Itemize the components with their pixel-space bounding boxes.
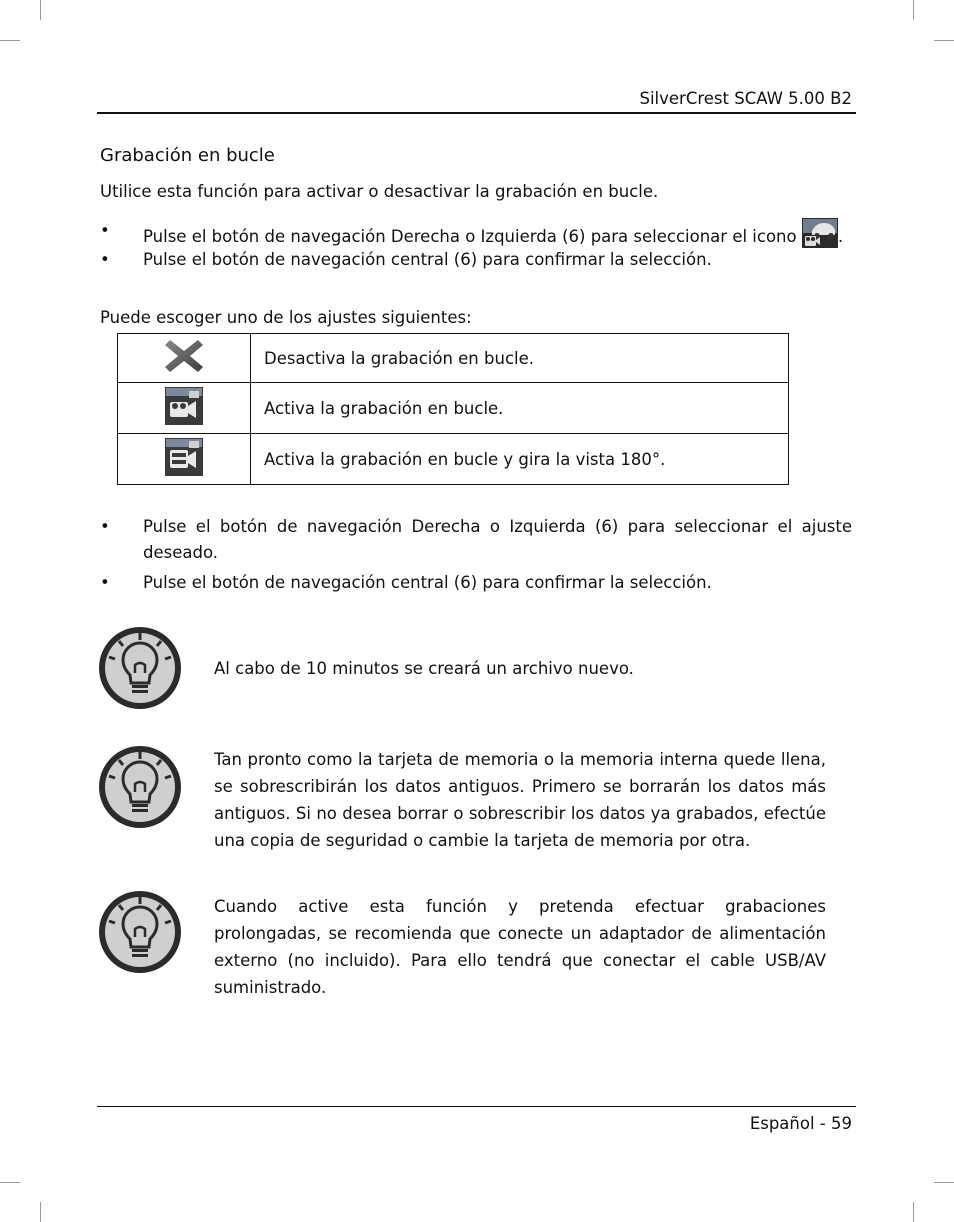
settings-table <box>117 333 789 485</box>
footer-rule <box>97 1106 856 1107</box>
bullet-dot: • <box>100 221 110 240</box>
crop-mark <box>934 40 954 41</box>
table-text: Activa la grabación en bucle y gira la vista 180°. <box>251 434 789 485</box>
table-text: Activa la grabación en bucle. <box>251 383 789 434</box>
table-text: Desactiva la grabación en bucle. <box>251 334 789 383</box>
table-row <box>118 434 789 485</box>
page-number: Español - 59 <box>749 1114 852 1133</box>
header-rule <box>97 112 856 114</box>
crop-mark <box>40 0 41 20</box>
crop-mark <box>913 0 914 20</box>
choose-text: Puede escoger uno de los ajustes siguientes: <box>100 308 472 327</box>
table-icon-cell <box>118 334 251 383</box>
tip-text: Tan pronto como la tarjeta de memoria o la memoria interna quede llena, se sobrescribirán los datos antiguos. Primero se borrarán los datos más antiguos. Si no desea borrar o sobrescribir los datos ya grabados, efectúe una copia de seguridad o cambie la tarjeta de memoria por otra. <box>214 750 826 850</box>
section-title: Grabación en bucle <box>100 145 275 166</box>
intro-text: Utilice esta función para activar o desactivar la grabación en bucle. <box>100 182 659 201</box>
bullet-dot: • <box>100 517 110 536</box>
bullet-text: Pulse el botón de navegación central (6) para confirmar la selección. <box>143 573 712 592</box>
loop-recording-car-icon <box>802 218 838 248</box>
lightbulb-icon <box>97 889 183 975</box>
tip-text: Al cabo de 10 minutos se creará un archivo nuevo. <box>214 659 634 678</box>
bullet-dot: • <box>100 573 110 592</box>
bullet-item <box>100 247 852 273</box>
bullet-item <box>100 218 852 250</box>
header-title: SilverCrest SCAW 5.00 B2 <box>639 89 852 108</box>
table-icon-cell <box>118 434 251 485</box>
loop-recording-rotate-icon <box>165 438 203 476</box>
bullet-text: Pulse el botón de navegación Derecha o Izquierda (6) para seleccionar el ajuste deseado. <box>143 517 852 562</box>
tip-text: Cuando active esta función y pretenda efectuar grabaciones prolongadas, se recomienda que conecte un adaptador de alimentación externo (no incluido). Para ello tendrá que conectar el cable USB/AV suministrado. <box>214 897 826 997</box>
crop-mark <box>0 40 20 41</box>
bullet-text-end: . <box>837 227 844 246</box>
bullet-text: Pulse el botón de navegación central (6) para confirmar la selección. <box>143 250 712 269</box>
bullet-item <box>100 514 852 566</box>
table-icon-cell <box>118 383 251 434</box>
table-row <box>118 383 789 434</box>
bullet-item <box>100 570 852 596</box>
bullet-text: Pulse el botón de navegación Derecha o Izquierda (6) para seleccionar el icono <box>143 227 797 246</box>
lightbulb-icon <box>97 744 183 830</box>
lightbulb-icon <box>97 625 183 711</box>
crop-mark <box>934 1182 954 1183</box>
crop-mark <box>40 1202 41 1222</box>
loop-off-x-icon <box>164 338 204 374</box>
crop-mark <box>913 1202 914 1222</box>
crop-mark <box>0 1182 20 1183</box>
loop-recording-icon <box>165 387 203 425</box>
bullet-dot: • <box>100 250 110 269</box>
table-row <box>118 334 789 383</box>
